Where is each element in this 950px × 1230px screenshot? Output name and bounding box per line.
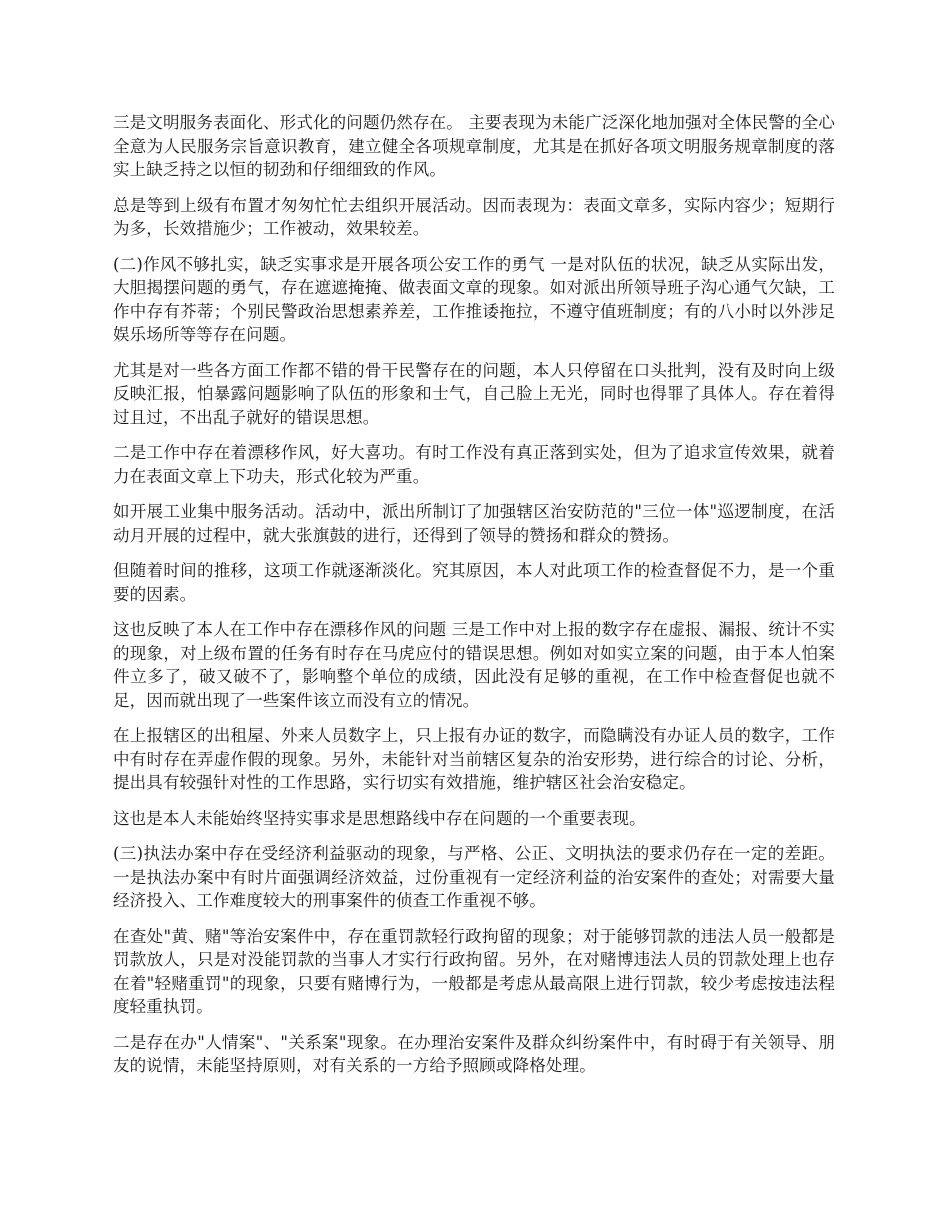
paragraph: 总是等到上级有布置才匆匆忙忙去组织开展活动。因而表现为：表面文章多，实际内容少；短期行为多，长效措施少；工作被动，效果较差。	[113, 195, 835, 238]
paragraph: 在上报辖区的出租屋、外来人员数字上，只上报有办证的数字，而隐瞒没有办证人员的数字，工作中有时存在弄虚作假的现象。另外，未能针对当前辖区复杂的治安形势，进行综合的讨论、分析，提出具有较强针对性的工作思路，实行切实有效措施，维护辖区社会治安稳定。	[113, 726, 835, 792]
paragraph: 二是工作中存在着漂移作风，好大喜功。有时工作没有真正落到实处，但为了追求宣传效果，就着力在表面文章上下功夫，形式化较为严重。	[113, 443, 835, 486]
paragraph: 在查处"黄、赌"等治安案件中，存在重罚款轻行政拘留的现象；对于能够罚款的违法人员一般都是罚款放人，只是对没能罚款的当事人才实行行政拘留。另外，在对赌博违法人员的罚款处理上也存在着"轻赌重罚"的现象，只要有赌博行为，一般都是考虑从最高限上进行罚款，较少考虑按违法程度轻重执罚。	[113, 926, 835, 1016]
paragraph: (三)执法办案中存在受经济利益驱动的现象，与严格、公正、文明执法的要求仍存在一定的差距。 一是执法办案中有时片面强调经济效益，过份重视有一定经济利益的治安案件的查处；对需要大量经济投入、工作难度较大的刑事案件的侦查工作重视不够。	[113, 844, 835, 910]
paragraph: 二是存在办"人情案"、"关系案"现象。在办理治安案件及群众纠纷案件中，有时碍于有关领导、朋友的说情，未能坚持原则，对有关系的一方给予照顾或降格处理。	[113, 1032, 835, 1075]
paragraph: 这也反映了本人在工作中存在漂移作风的问题 三是工作中对上报的数字存在虚报、漏报、统计不实的现象，对上级布置的任务有时存在马虎应付的错误思想。例如对如实立案的问题，由于本人怕案件立多了，破又破不了，影响整个单位的成绩，因此没有足够的重视，在工作中检查督促也就不足，因而就出现了一些案件该立而没有立的情况。	[113, 620, 835, 710]
paragraph: 但随着时间的推移，这项工作就逐渐淡化。究其原因，本人对此项工作的检查督促不力，是一个重要的因素。	[113, 561, 835, 604]
paragraph: (二)作风不够扎实，缺乏实事求是开展各项公安工作的勇气 一是对队伍的状况，缺乏从实际出发，大胆揭摆问题的勇气，存在遮遮掩掩、做表面文章的现象。如对派出所领导班子沟心通气欠缺，工作中存有芥蒂；个别民警政治思想素养差，工作推诿拖拉，不遵守值班制度；有的八小时以外涉足娱乐场所等等存在问题。	[113, 254, 835, 344]
paragraph: 尤其是对一些各方面工作都不错的骨干民警存在的问题，本人只停留在口头批判，没有及时向上级反映汇报，怕暴露问题影响了队伍的形象和士气，自己脸上无光，同时也得罪了具体人。存在着得过且过，不出乱子就好的错误思想。	[113, 360, 835, 427]
paragraph: 三是文明服务表面化、形式化的问题仍然存在。 主要表现为未能广泛深化地加强对全体民警的全心全意为人民服务宗旨意识教育，建立健全各项规章制度，尤其是在抓好各项文明服务规章制度的落实上缺乏持之以恒的韧劲和仔细细致的作风。	[113, 113, 835, 179]
paragraph: 如开展工业集中服务活动。活动中，派出所制订了加强辖区治安防范的"三位一体"巡逻制度，在活动月开展的过程中，就大张旗鼓的进行，还得到了领导的赞扬和群众的赞扬。	[113, 502, 835, 545]
paragraph: 这也是本人未能始终坚持实事求是思想路线中存在问题的一个重要表现。	[113, 808, 646, 828]
document-page	[113, 111, 835, 1090]
